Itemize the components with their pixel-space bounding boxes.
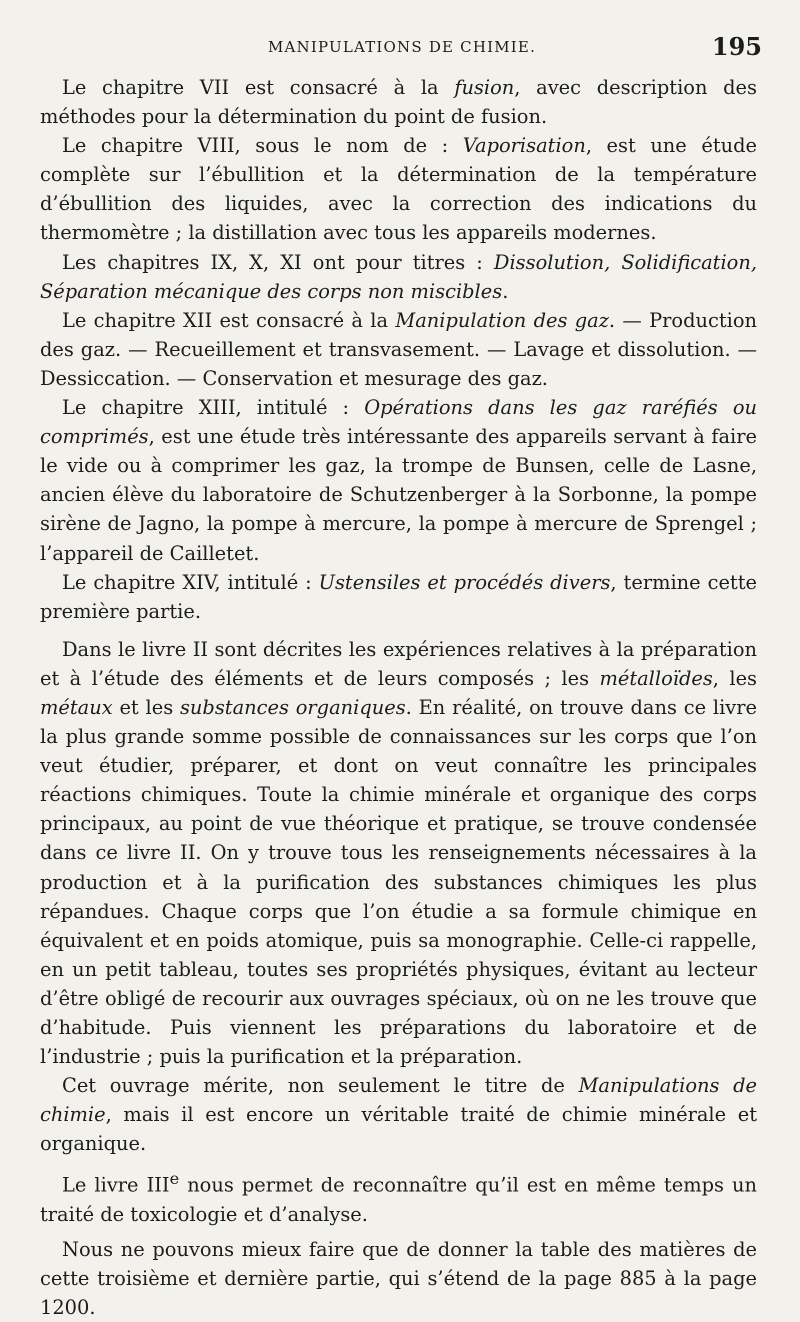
italic-term: fusion [454,76,515,99]
text-run: Le chapitre XIII, intitulé : [62,396,365,420]
text-run: . En réalité, on trouve dans ce livre la plus grande somme possible de connaissances sur les corps que l’on veut étudier, préparer, et dont on veut connaître les principales réactions chimiques. Toute la chimie minérale et organique des corps principaux, au point de vue théorique et pratique, se trouve condensée dans ce livre II. On y trouve tous les renseignements nécessaires à la production et à la purification des substances chimiques les plus répandues. Chaque corps que l’on étudie a sa formule chimique en équivalent et en poids atomique, puis sa monographie. Celle-ci rappelle, en un petit tableau, toutes ses propriétés physiques, évitant au lecteur d’être obligé de recourir aux ouvrages spéciaux, où on ne les trouve que d’habitude. Puis viennent les préparations du laboratoire et de l’industrie ; puis la purification et la préparation. [40,695,757,1069]
italic-term: Manipulation des gaz [395,308,609,332]
text-run: . — Production des gaz. — Recueillement et transvasement. — Lavage et dissolution. — Dessiccation. — Conservation et mesurage des gaz. [40,308,757,390]
text-run: , est une étude très intéressante des appareils servant à faire le vide ou à comprimer les gaz, la trompe de Bunsen, celle de Lasne, ancien élève du laboratoire de Schutzenberger à la Sorbonne, la pompe sirène de Jagno, la pompe à mercure, la pompe à mercure de Sprengel ; l’appareil de Cailletet. [40,425,757,565]
italic-term: Opérations dans les gaz raréfiés ou comprimés [40,396,757,449]
text-run: Dans le livre II sont décrites les expériences relatives à la préparation et à l’étude des éléments et de leurs composés ; les [40,637,757,690]
superscript: e [169,1169,180,1189]
text-run: , avec description des méthodes pour la détermination du point de fusion. [40,76,757,129]
paragraph-chapter-12 [40,306,757,393]
italic-term: métalloïdes [599,666,713,690]
paragraph-chapter-13 [40,393,757,568]
paragraph-chapters-9-11 [40,248,757,306]
text-run: nous permet de reconnaître qu’il est en même temps un traité de toxicologie et d’analyse. [40,1173,757,1227]
italic-term: Ustensiles et procédés divers [318,570,611,594]
italic-term: Vaporisation [462,134,586,158]
text-run: Cet ouvrage mérite, non seulement le titre de [62,1074,579,1098]
page-header [42,32,762,60]
paragraph-table-matieres [40,1235,757,1322]
italic-term: métaux [40,695,113,719]
paragraph-chapter-14 [40,568,757,626]
paragraph-chapter-7 [40,73,757,131]
italic-term: Dissolution, Solidification, Séparation mécanique des corps non miscibles [40,250,757,303]
page-number: 195 [711,32,762,61]
text-run: Nous ne pouvons mieux faire que de donner la table des matières de cette troisième et dernière partie, qui s’étend de la page 885 à la page 1200. [40,1238,757,1320]
text-run: Le chapitre XIV, intitulé : [62,570,319,594]
text-run: Le chapitre VIII, sous le nom de : [62,134,463,158]
text-run: , est une étude complète sur l’ébullition et la détermination de la température d’ébullition des liquides, avec la correction des indications du thermomètre ; la distillation avec tous les appareils modernes. [40,134,757,245]
paragraph-ouvrage [40,1071,757,1158]
text-run: Le livre III [62,1173,170,1197]
paragraph-livre-3 [40,1164,757,1229]
running-title: MANIPULATIONS DE CHIMIE. [267,38,537,56]
italic-term: Manipulations de chimie [40,1074,757,1127]
text-run: , mais il est encore un véritable traité de chimie minérale et organique. [40,1103,757,1156]
text-run: Le chapitre XII est consacré à la [62,308,396,332]
paragraph-chapter-8 [40,131,757,247]
text-run: Les chapitres IX, X, XI ont pour titres : [62,250,494,274]
text-run: , termine cette première partie. [40,570,757,623]
text-run: Le chapitre VII est consacré à la [62,76,455,99]
paragraph-livre-2 [40,635,757,1071]
text-run: . [502,279,509,303]
text-run: , les [712,666,757,690]
page-body [40,73,757,1322]
text-run: et les [112,695,180,719]
italic-term: substances organiques [179,695,406,719]
